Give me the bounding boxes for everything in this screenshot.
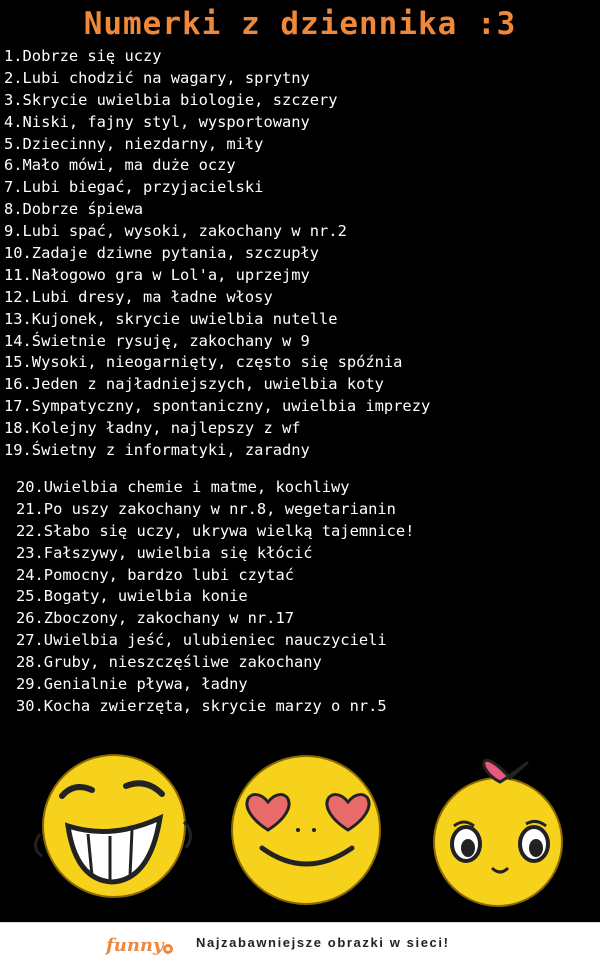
list-item: 18.Kolejny ładny, najlepszy z wf [4,419,301,438]
numbers-list-1 [4,46,430,462]
list-item: 26.Zboczony, zakochany w nr.17 [16,609,294,628]
list-item: 24.Pomocny, bardzo lubi czytać [16,565,294,584]
list-item: 23.Fałszywy, uwielbia się kłócić [16,543,313,562]
laughing-smiley-icon [35,755,190,897]
list-item: 17.Sympatyczny, spontaniczny, uwielbia imprezy [4,397,431,416]
list-item: 10.Zadaje dziwne pytania, szczupły [4,244,320,263]
list-item: 28.Gruby, nieszczęśliwe zakochany [16,653,322,672]
smileys [0,730,600,922]
footer [0,922,600,967]
list-item: 20.Uwielbia chemie i matme, kochliwy [16,478,350,496]
list-item: 27.Uwielbia jeść, ulubieniec nauczycieli [16,631,387,650]
logo-icon[interactable] [104,929,176,961]
heart-eyes-smiley-icon [232,756,380,904]
list-item: 29.Genialnie pływa, ładny [16,675,248,694]
list-item: 11.Nałogowo gra w Lol'a, uprzejmy [4,265,310,284]
list-item: 5.Dziecinny, niezdarny, miły [4,134,264,153]
list-item: 8.Dobrze śpiewa [4,200,143,219]
list-item: 14.Świetnie rysuję, zakochany w 9 [4,331,310,350]
tagline: Najzabawniejsze obrazki w sieci! [196,935,450,950]
list-item: 9.Lubi spać, wysoki, zakochany w nr.2 [4,222,347,241]
list-item: 21.Po uszy zakochany w nr.8, wegetarianin [16,499,396,518]
list-item: 7.Lubi biegać, przyjacielski [4,178,264,197]
list-item: 30.Kocha zwierzęta, skrycie marzy o nr.5 [16,696,387,715]
bow-smiley-icon [434,760,562,906]
list-item: 15.Wysoki, nieogarnięty, często się spóźnia [4,353,403,372]
numbers-list-2 [16,477,414,718]
list-item: 16.Jeden z najładniejszych, uwielbia koty [4,375,384,394]
list-item: 12.Lubi dresy, ma ładne włosy [4,287,273,306]
list-item: 19.Świetny z informatyki, zaradny [4,441,310,460]
list-item: 13.Kujonek, skrycie uwielbia nutelle [4,309,338,328]
list-item: 22.Słabo się uczy, ukrywa wielką tajemnice! [16,521,415,540]
list-item: 6.Mało mówi, ma duże oczy [4,156,236,175]
logo-text: funny [106,935,164,956]
list-item: 1.Dobrze się uczy [4,47,162,65]
page-title: Numerki z dziennika :3 [83,6,517,42]
list-item: 25.Bogaty, uwielbia konie [16,587,248,606]
list-item: 3.Skrycie uwielbia biologie, szczery [4,90,338,109]
list-item: 4.Niski, fajny styl, wysportowany [4,112,310,131]
list-item: 2.Lubi chodzić na wagary, sprytny [4,68,310,87]
